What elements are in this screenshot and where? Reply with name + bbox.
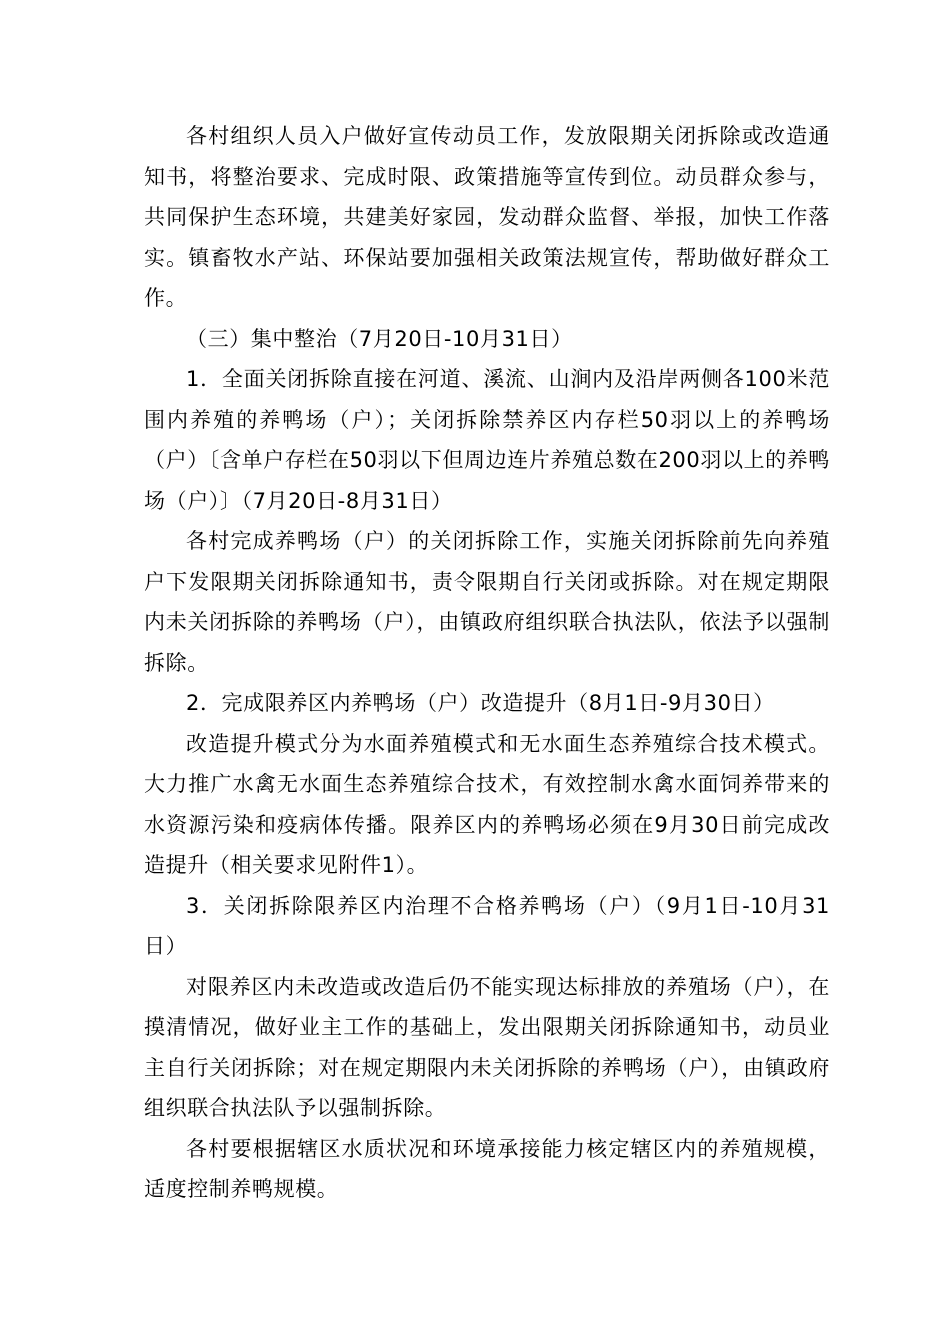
section-heading-centralized-rectification: （三）集中整治（7月20日-10月31日） — [186, 326, 573, 351]
paragraph-scale-control: 各村要根据辖区水质状况和环境承接能力核定辖区内的养殖规模，适度控制养鸭规模。 — [144, 1136, 830, 1201]
paragraph-publicity: 各村组织人员入户做好宣传动员工作，发放限期关闭拆除或改造通知书，将整治要求、完成时限、政策措施等宣传到位。动员群众参与，共同保护生态环境，共建美好家园，发动群众监督、举报，加快工作落实。镇畜牧水产站、环保站要加强相关政策法规宣传，帮助做好群众工作。 — [144, 124, 830, 310]
item-heading-2: 2．完成限养区内养鸭场（户）改造提升（8月1日-9月30日） — [186, 691, 775, 715]
item-heading-3: 3．关闭拆除限养区内治理不合格养鸭场（户）（9月1日-10月31日） — [144, 893, 830, 958]
paragraph-unqualified-farms: 对限养区内未改造或改造后仍不能实现达标排放的养殖场（户），在摸清情况，做好业主工作的基础上，发出限期关闭拆除通知书，动员业主自行关闭拆除；对在规定期限内未关闭拆除的养鸭场（户），由镇政府组织联合执法队予以强制拆除。 — [144, 974, 830, 1120]
item-heading-1: 1．全面关闭拆除直接在河道、溪流、山涧内及沿岸两侧各100米范围内养殖的养鸭场（户）；关闭拆除禁养区内存栏50羽以上的养鸭场（户）〔含单户存栏在50羽以下但周边连片养殖总数在200羽以上的养鸭场（户）〕（7月20日-8月31日） — [144, 367, 830, 513]
paragraph-upgrade-mode: 改造提升模式分为水面养殖模式和无水面生态养殖综合技术模式。大力推广水禽无水面生态养殖综合技术，有效控制水禽水面饲养带来的水资源污染和疫病体传播。限养区内的养鸭场必须在9月30日前完成改造提升（相关要求见附件1）。 — [144, 731, 830, 877]
paragraph-closure-work: 各村完成养鸭场（户）的关闭拆除工作，实施关闭拆除前先向养殖户下发限期关闭拆除通知书，责令限期自行关闭或拆除。对在规定期限内未关闭拆除的养鸭场（户），由镇政府组织联合执法队，依法予以强制拆除。 — [144, 529, 830, 675]
